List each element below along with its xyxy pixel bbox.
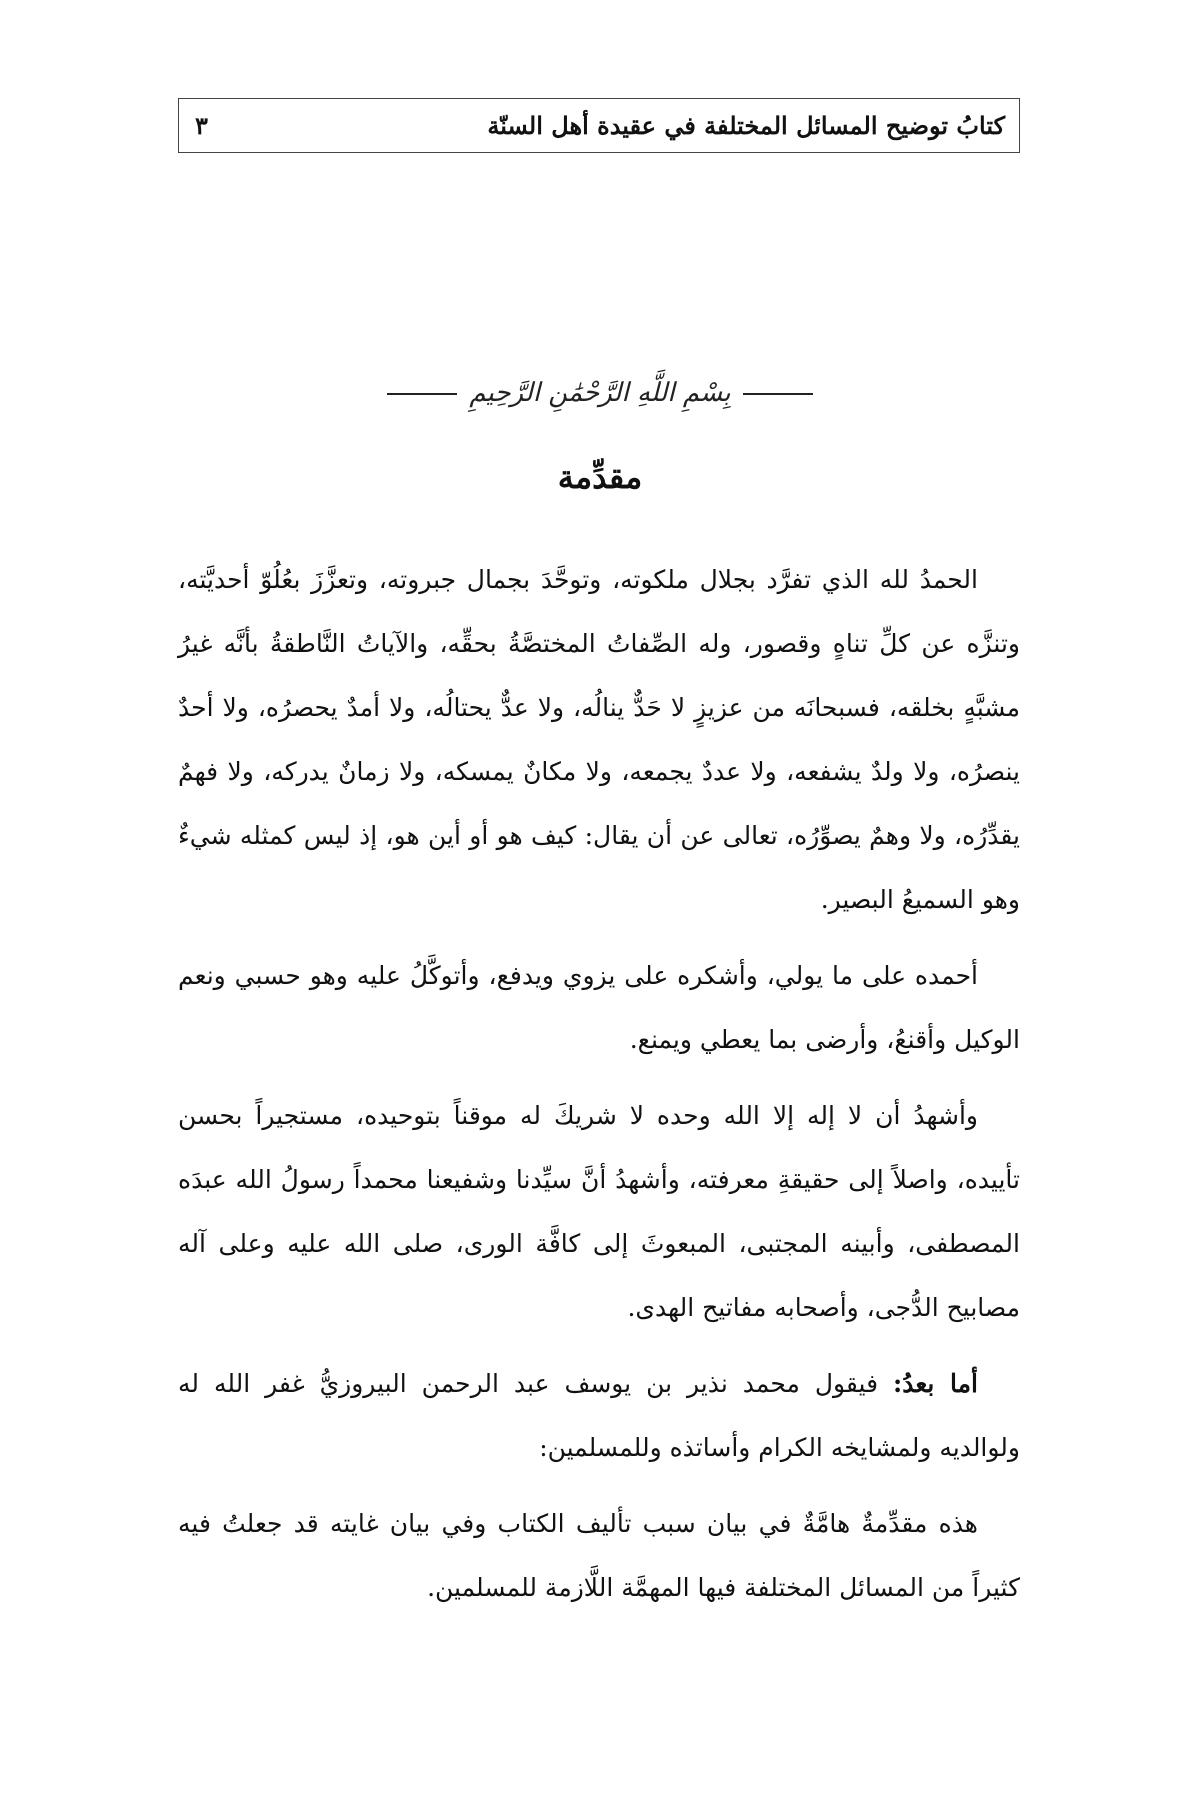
paragraph-text: وأشهدُ أن لا إله إلا الله وحده لا شريكَ له موقناً بتوحيده، مستجيراً بحسن تأييده، واصلاً إلى حقيقةِ معرفته، وأشهدُ أنَّ سيِّدنا وشفيعنا محمداً رسولُ الله عبدَه المصطفى، وأبينه المجتبى، المبعوثَ إلى كافَّة الورى، صلى الله عليه وعلى آله مصابيح الدُّجى، وأصحابه مفاتيح الهدى. (178, 1101, 1020, 1322)
paragraph-text: الحمدُ لله الذي تفرَّد بجلال ملكوته، وتوحَّدَ بجمال جبروته، وتعزَّزَ بعُلُوّ أحديَّته، وتنزَّه عن كلِّ تناهٍ وقصور، وله الصِّفاتُ المختصَّةُ بحقِّه، والآياتُ النَّاطقةُ بأنَّه غيرُ مشبَّهٍ بخلقه، فسبحانَه من عزيزٍ لا حَدٌّ ينالُه، ولا عدٌّ يحتالُه، ولا أمدٌ يحصرُه، ولا أحدٌ ينصرُه، ولا ولدٌ يشفعه، ولا عددٌ يجمعه، ولا مكانٌ يمسكه، ولا زمانٌ يدركه، ولا فهمٌ يقدِّرُه، ولا وهمٌ يصوِّرُه، تعالى عن أن يقال: كيف هو أو أين هو، إذ ليس كمثله شيءٌ وهو السميعُ البصير. (178, 565, 1020, 914)
paragraph-amma-bad (178, 1352, 1020, 1480)
section-heading: مقدِّمة (557, 458, 643, 496)
basmala-text: بِسْمِ اللَّهِ الرَّحْمَٰنِ الرَّحِيمِ (469, 378, 731, 408)
paragraph-text: أحمده على ما يولي، وأشكره على يزوي ويدفع، وأتوكَّلُ عليه وهو حسبي ونعم الوكيل وأقنعُ، وأرضى بما يعطي ويمنع. (178, 961, 1020, 1054)
basmala-flourish-right (743, 393, 813, 395)
paragraph-lead: أما بعدُ: (892, 1369, 979, 1398)
paragraph-praise (178, 548, 1020, 932)
paragraph-text: هذه مقدِّمةٌ هامَّةٌ في بيان سبب تأليف الكتاب وفي بيان غايته قد جعلتُ فيه كثيراً من المسائل المختلفة فيها المهمَّة اللَّازمة للمسلمين. (178, 1509, 1020, 1602)
basmala-flourish-left (387, 393, 457, 395)
running-header (178, 98, 1020, 153)
paragraph-gratitude (178, 944, 1020, 1072)
paragraph-testimony (178, 1084, 1020, 1340)
paragraph-purpose (178, 1492, 1020, 1620)
body-text (178, 548, 1020, 1632)
basmala-calligraphy (0, 378, 1200, 408)
book-title: كتابُ توضيح المسائل المختلفة في عقيدة أهل السنّة (487, 111, 1005, 140)
page-number: ٣ (195, 111, 208, 140)
paragraph-text: فيقول محمد نذير بن يوسف عبد الرحمن البيروزيُّ غفر الله له ولوالديه ولمشايخه الكرام وأساتذه وللمسلمين: (178, 1369, 1020, 1462)
